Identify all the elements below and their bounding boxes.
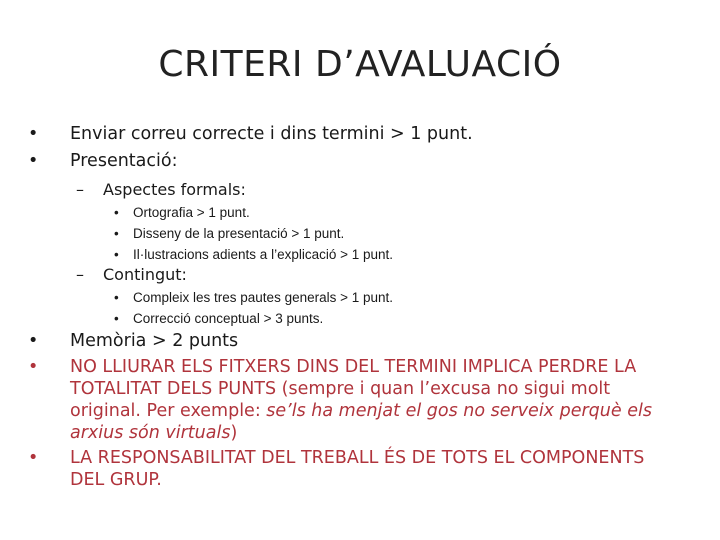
responsibility-line-2: DEL GRUP. [70, 470, 162, 490]
bullet-icon: • [28, 448, 39, 468]
criterion-email: Enviar correu correcte i dins termini > 1 punt. [70, 124, 473, 144]
bullet-icon: • [114, 226, 119, 241]
deadline-warning-line-3 [70, 401, 652, 421]
item-spelling: Ortografia > 1 punt. [133, 205, 250, 220]
dash-icon: – [76, 265, 84, 284]
bullet-icon: • [28, 331, 39, 351]
deadline-warning-line-4 [70, 423, 237, 443]
responsibility-line-1: LA RESPONSABILITAT DEL TREBALL ÉS DE TOTS EL COMPONENTS [70, 448, 645, 468]
bullet-icon: • [28, 357, 39, 377]
item-correctness: Correcció conceptual > 3 punts. [133, 311, 324, 326]
subcriterion-content: Contingut: [103, 265, 187, 284]
criterion-memory: Memòria > 2 punts [70, 331, 239, 351]
bullet-icon: • [114, 205, 119, 220]
item-illustrations: Il·lustracions adients a l’explicació > 1 punt. [133, 247, 394, 262]
bullet-icon: • [114, 290, 119, 305]
criterion-presentation: Presentació: [70, 151, 178, 171]
item-complexity: Compleix les tres pautes generals > 1 punt. [133, 290, 394, 305]
bullet-icon: • [114, 247, 119, 262]
bullet-icon: • [28, 124, 39, 144]
deadline-example-quote-end: arxius són virtuals [70, 423, 231, 443]
bullet-icon: • [28, 151, 39, 171]
dash-icon: – [76, 180, 84, 199]
slide-title: CRITERI D’AVALUACIÓ [158, 44, 562, 85]
deadline-excuse: (sempre i quan l’excusa no sigui molt [276, 379, 611, 399]
deadline-close-paren: ) [230, 423, 238, 443]
deadline-caps: TOTALITAT DELS PUNTS [70, 379, 277, 399]
bullet-icon: • [114, 311, 119, 326]
deadline-warning-line-2 [70, 379, 610, 399]
deadline-warning-line-1: NO LLIURAR ELS FITXERS DINS DEL TERMINI IMPLICA PERDRE LA [70, 357, 637, 377]
item-design: Disseny de la presentació > 1 punt. [133, 226, 345, 241]
subcriterion-formal: Aspectes formals: [103, 180, 246, 199]
deadline-example-label: original. Per exemple: [70, 401, 267, 421]
deadline-example-quote: se’ls ha menjat el gos no serveix perquè els [266, 401, 652, 421]
